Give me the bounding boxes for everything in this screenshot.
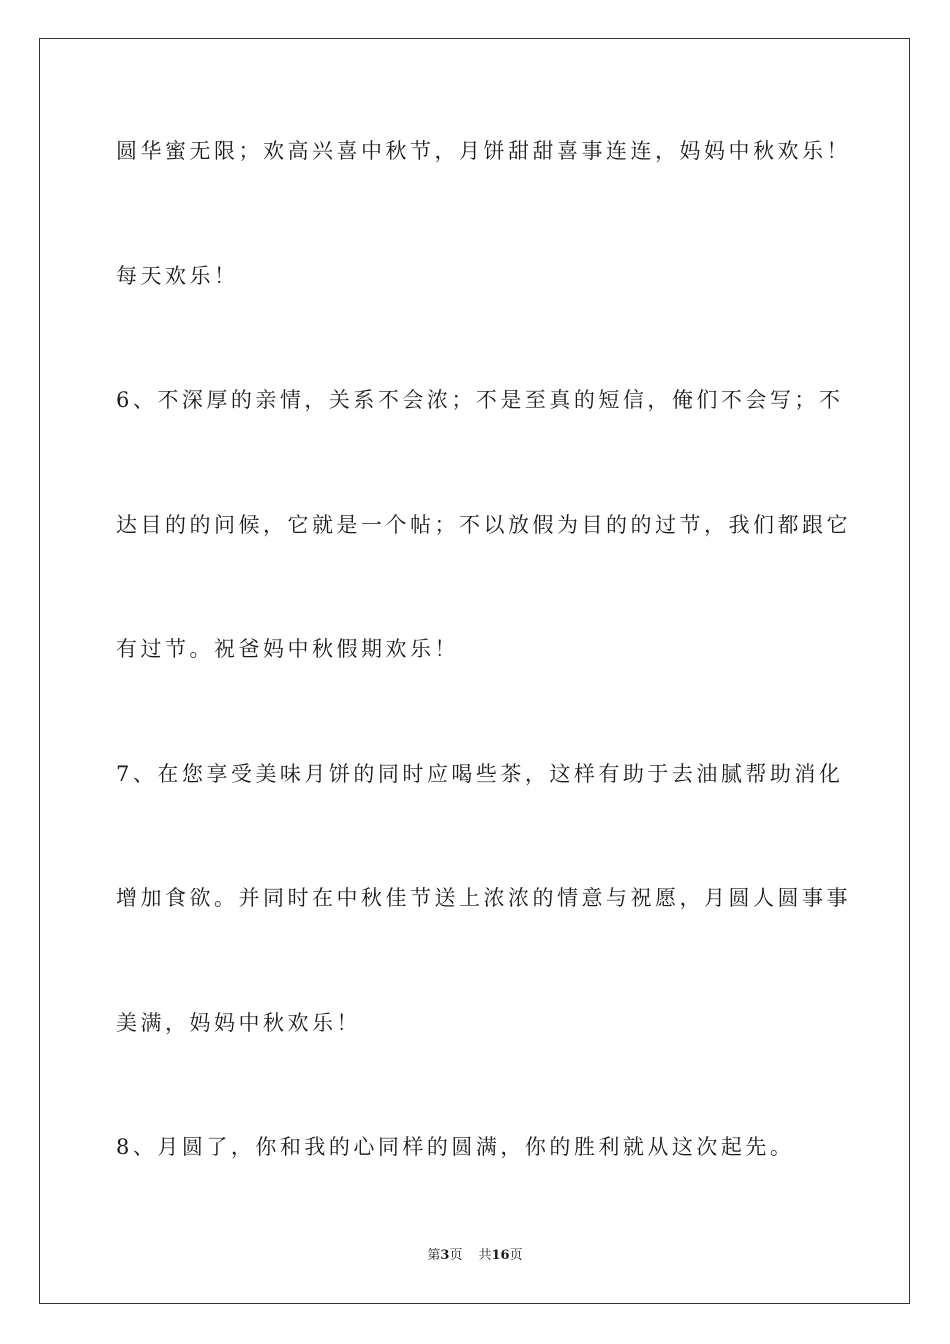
footer-page-suffix: 页 bbox=[449, 1248, 463, 1263]
text-line: 美满，妈妈中秋欢乐！ bbox=[116, 1011, 361, 1035]
text-line: 6、不深厚的亲情，关系不会浓；不是至真的短信，俺们不会写；不 bbox=[116, 388, 844, 412]
footer-total-prefix: 共 bbox=[478, 1248, 492, 1263]
footer-total-pages: 16 bbox=[491, 1248, 510, 1263]
text-line: 每天欢乐！ bbox=[116, 264, 239, 288]
text-line: 7、在您享受美味月饼的同时应喝些茶，这样有助于去油腻帮助消化 bbox=[116, 762, 844, 786]
text-line: 增加食欲。并同时在中秋佳节送上浓浓的情意与祝愿，月圆人圆事事 bbox=[116, 886, 851, 910]
page-footer bbox=[0, 1247, 950, 1265]
text-line: 有过节。祝爸妈中秋假期欢乐！ bbox=[116, 637, 459, 661]
footer-page-prefix: 第 bbox=[427, 1248, 441, 1263]
text-line: 圆华蜜无限；欢高兴喜中秋节，月饼甜甜喜事连连，妈妈中秋欢乐！ bbox=[116, 139, 851, 163]
page-border bbox=[39, 38, 910, 1304]
text-line: 达目的的问候，它就是一个帖；不以放假为目的的过节，我们都跟它 bbox=[116, 513, 851, 537]
text-line: 8、月圆了，你和我的心同样的圆满，你的胜利就从这次起先。 bbox=[116, 1135, 795, 1159]
footer-total-suffix: 页 bbox=[509, 1248, 523, 1263]
footer-page-number: 3 bbox=[440, 1248, 450, 1263]
